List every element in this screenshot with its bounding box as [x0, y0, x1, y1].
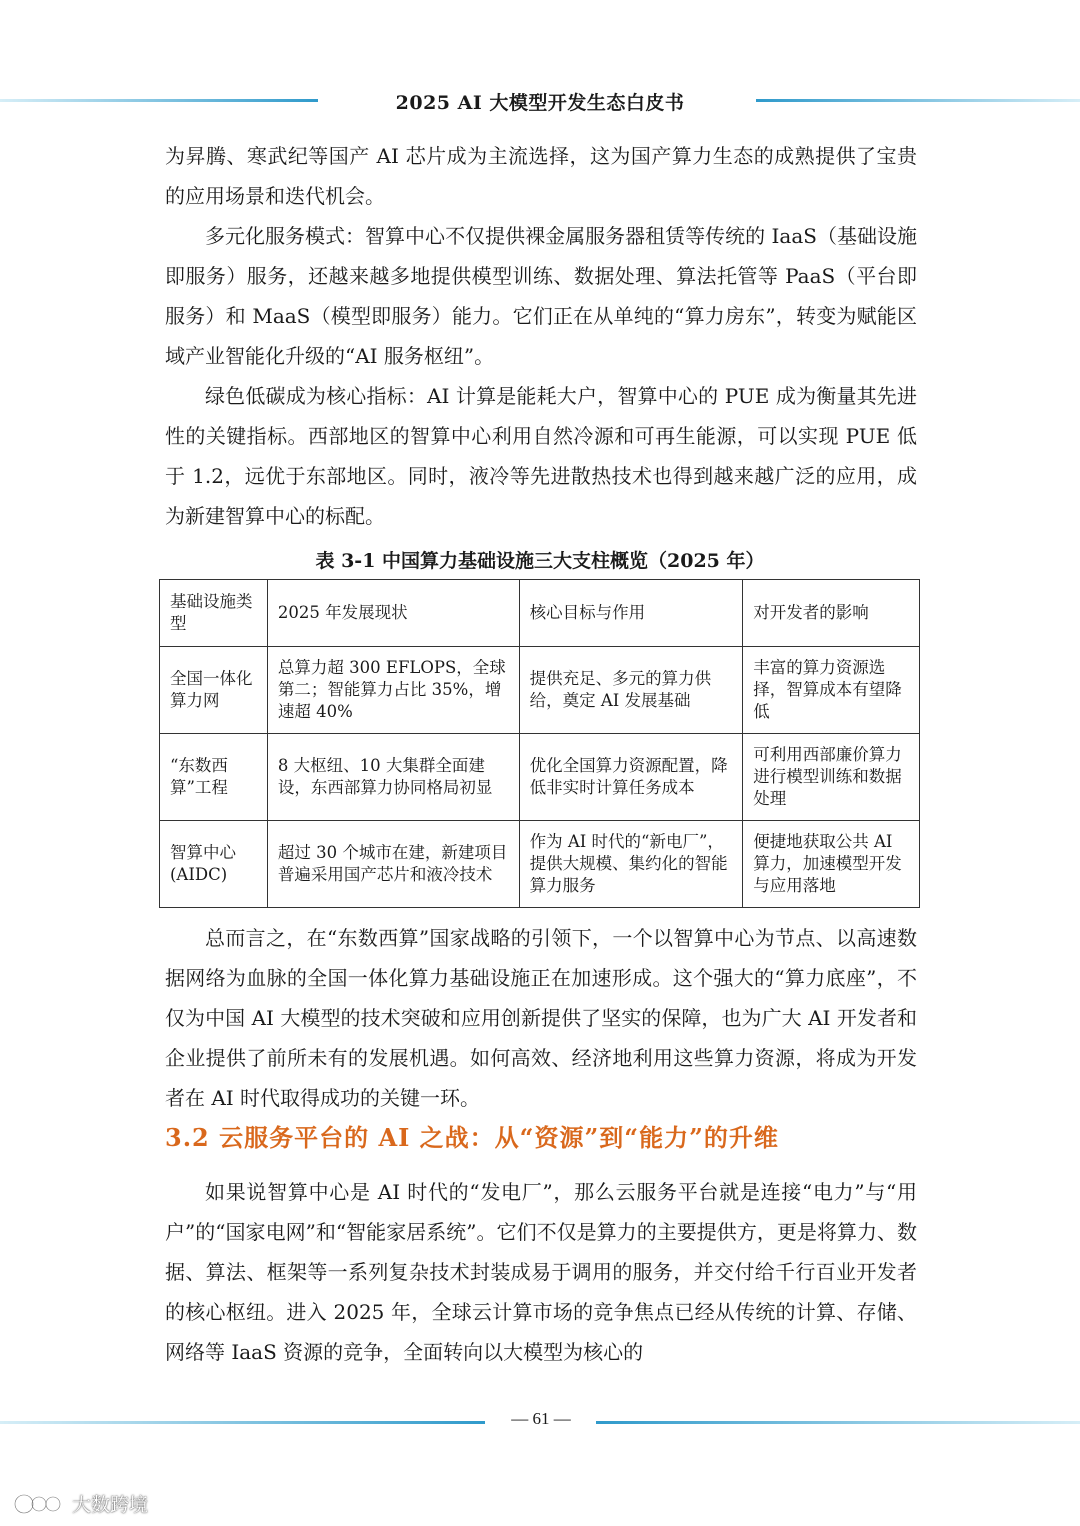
table-header-row	[160, 580, 920, 647]
page-number: — 61 —	[511, 1409, 571, 1428]
watermark-text: 大数跨境	[72, 1494, 149, 1516]
table-header-cell: 基础设施类型	[160, 580, 268, 647]
table-cell: 全国一体化算力网	[160, 647, 268, 734]
table-header-cell: 对开发者的影响	[743, 580, 920, 647]
paragraph-3: 绿色低碳成为核心指标：AI 计算是能耗大户，智算中心的 PUE 成为衡量其先进性的关键指标。西部地区的智算中心利用自然冷源和可再生能源，可以实现 PUE 低于 1.2，远优于东部地区。同时，液冷等先进散热技术也得到越来越广泛的应用，成为新建智算中心的标配。	[165, 384, 917, 528]
table-header-cell: 2025 年发展现状	[267, 580, 519, 647]
table-row	[160, 647, 920, 734]
table-cell: 总算力超 300 EFLOPS，全球第二；智能算力占比 35%，增速超 40%	[267, 647, 519, 734]
running-header-title: 2025 AI 大模型开发生态白皮书	[395, 92, 685, 114]
table-cell: 提供充足、多元的算力供给，奠定 AI 发展基础	[519, 647, 743, 734]
table-cell: 可利用西部廉价算力进行模型训练和数据处理	[743, 734, 920, 821]
table-cell: 便捷地获取公共 AI 算力，加速模型开发与应用落地	[743, 821, 920, 908]
paragraph-1: 为昇腾、寒武纪等国产 AI 芯片成为主流选择，这为国产算力生态的成熟提供了宝贵的应用场景和迭代机会。	[165, 144, 917, 208]
paragraph-2: 多元化服务模式：智算中心不仅提供裸金属服务器租赁等传统的 IaaS（基础设施即服务）服务，还越来越多地提供模型训练、数据处理、算法托管等 PaaS（平台即服务）和 MaaS（模型即服务）能力。它们正在从单纯的“算力房东”，转变为赋能区域产业智能化升级的“AI 服务枢纽”。	[165, 224, 917, 368]
infrastructure-table	[159, 579, 920, 908]
footer-rule-right	[596, 1421, 1080, 1424]
table-cell: 智算中心(AIDC)	[160, 821, 268, 908]
table-cell: 丰富的算力资源选择，智算成本有望降低	[743, 647, 920, 734]
table-cell: “东数西算”工程	[160, 734, 268, 821]
table-cell: 超过 30 个城市在建，新建项目普遍采用国产芯片和液冷技术	[267, 821, 519, 908]
watermark-logo-icon	[12, 1491, 66, 1517]
table-cell: 优化全国算力资源配置，降低非实时计算任务成本	[519, 734, 743, 821]
paragraph-4: 总而言之，在“东数西算”国家战略的引领下，一个以智算中心为节点、以高速数据网络为血脉的全国一体化算力基础设施正在加速形成。这个强大的“算力底座”，不仅为中国 AI 大模型的技术突破和应用创新提供了坚实的保障，也为广大 AI 开发者和企业提供了前所未有的发展机遇。如何高效、经济地利用这些算力资源，将成为开发者在 AI 时代取得成功的关键一环。	[165, 926, 917, 1110]
footer-rule-left	[0, 1421, 485, 1424]
watermark	[12, 1490, 148, 1517]
table-caption: 表 3-1 中国算力基础设施三大支柱概览（2025 年）	[315, 550, 765, 572]
table-row	[160, 821, 920, 908]
paragraph-5: 如果说智算中心是 AI 时代的“发电厂”，那么云服务平台就是连接“电力”与“用户”的“国家电网”和“智能家居系统”。它们不仅是算力的主要提供方，更是将算力、数据、算法、框架等一系列复杂技术封装成易于调用的服务，并交付给千行百业开发者的核心枢纽。进入 2025 年，全球云计算市场的竞争焦点已经从传统的计算、存储、网络等 IaaS 资源的竞争，全面转向以大模型为核心的	[165, 1180, 917, 1364]
table-row	[160, 734, 920, 821]
table-cell: 作为 AI 时代的“新电厂”，提供大规模、集约化的智能算力服务	[519, 821, 743, 908]
header-rule-left	[0, 99, 318, 102]
table-header-cell: 核心目标与作用	[519, 580, 743, 647]
section-heading: 3.2 云服务平台的 AI 之战：从“资源”到“能力”的升维	[165, 1123, 779, 1152]
table-cell: 8 大枢纽、10 大集群全面建设，东西部算力协同格局初显	[267, 734, 519, 821]
header-rule-right	[756, 99, 1080, 102]
